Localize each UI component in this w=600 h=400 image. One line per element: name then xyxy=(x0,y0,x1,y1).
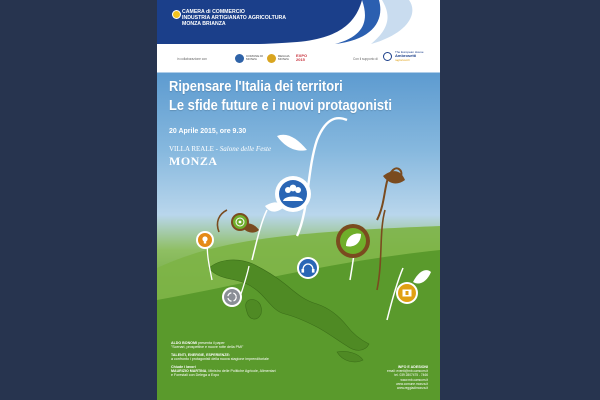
program-bold: MAURIZIO MARTINA xyxy=(171,369,207,374)
event-city: MONZA xyxy=(169,154,218,168)
event-date: 20 Aprile 2015, ore 9.30 xyxy=(169,128,247,135)
org-line1: CAMERA di COMMERCIO xyxy=(182,9,245,15)
program-normal: , Ministro delle Politiche Agricole, Alimentari xyxy=(206,369,276,374)
poster xyxy=(157,0,440,400)
info-line: email: eventi@mb.camcom.it xyxy=(387,369,428,374)
partner-line1: The European House xyxy=(395,50,424,54)
partner-line2: Ambrosetti xyxy=(395,53,417,58)
info-box xyxy=(387,365,428,390)
recycle-icon xyxy=(222,287,242,307)
program-bold: Chiude i lavori xyxy=(171,364,196,369)
program-normal: e Forestali con Delega a Expo xyxy=(171,373,220,378)
lightbulb-icon xyxy=(196,231,214,249)
people-icon xyxy=(275,176,311,212)
info-line: www.reggiadimonza.it xyxy=(396,386,428,391)
target-icon xyxy=(231,213,249,231)
org-line3: MONZA BRIANZA xyxy=(182,21,226,27)
program-normal: "Scenari, prospettive e nuove rotte della PMI" xyxy=(171,345,244,350)
sponsor-text: MONZA xyxy=(246,57,257,61)
sponsor-text: COMUNE DI xyxy=(246,53,264,58)
venue-place: VILLA REALE xyxy=(169,145,214,153)
sponsor-text: EXPO xyxy=(296,53,308,58)
event-venue: VILLA REALE - Salone delle Feste xyxy=(169,145,272,153)
program-line xyxy=(171,345,276,349)
artwork xyxy=(157,0,440,400)
title-line1: Ripensare l'Italia dei territori xyxy=(169,78,343,95)
info-line: www.mb.camcom.it xyxy=(400,377,428,382)
info-line: www.comune.monza.it xyxy=(396,381,428,386)
sponsor-text: 2015 xyxy=(296,57,305,62)
info-heading: INFO E ADESIONI xyxy=(397,365,428,369)
org-line2: INDUSTRIA ARTIGIANATO AGRICOLTURA xyxy=(182,15,287,21)
program-line xyxy=(171,373,276,377)
program-normal: a confronto i protagonisti della nuova stagione imprenditoriale xyxy=(171,357,269,362)
leaf-icon xyxy=(336,224,370,258)
title-line2: Le sfide future e i nuovi protagonisti xyxy=(169,97,392,114)
info-line: tel. 039 2807475 - 7466 xyxy=(394,373,428,378)
venue-room: Salone delle Feste xyxy=(219,145,272,153)
program-line xyxy=(171,357,276,361)
program-bold: ALDO BONOMI xyxy=(171,341,197,345)
program-normal: presenta il paper xyxy=(196,341,225,345)
money-icon xyxy=(396,282,418,304)
headset-icon xyxy=(297,257,319,279)
partner-line3: ragionevoli xyxy=(395,58,410,62)
sponsor-text: REGGIA xyxy=(278,53,290,58)
support-label: Con il supporto di xyxy=(353,57,378,61)
collab-label: in collaborazione con xyxy=(177,57,207,61)
program-list xyxy=(171,341,276,378)
program-bold: TALENTI, ENERGIE, ESPERIENZE: xyxy=(171,352,231,357)
sponsor-text: MONZA xyxy=(278,57,289,61)
